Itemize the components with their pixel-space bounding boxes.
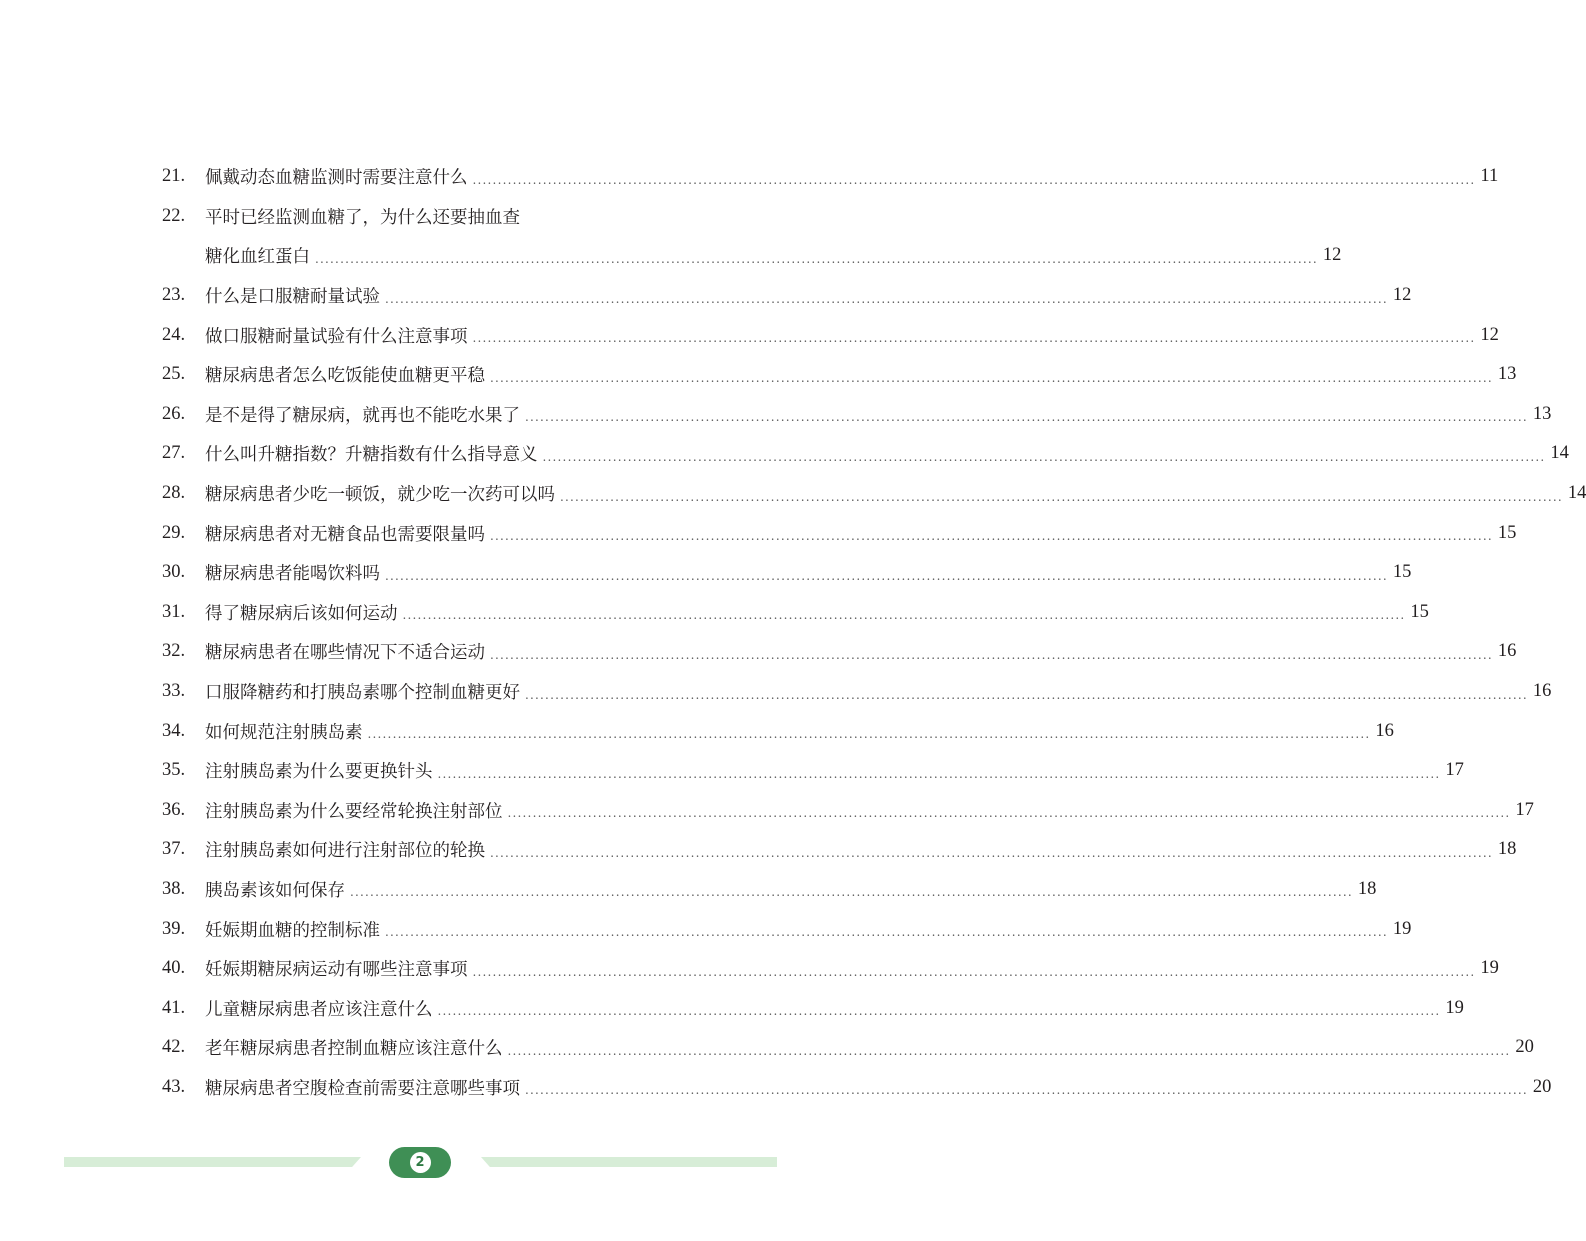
toc-title: 儿童糖尿病患者应该注意什么 xyxy=(205,999,433,1020)
toc-number: 26. xyxy=(162,403,186,424)
leader-dots: ........................................................................................................................................................................................................ xyxy=(490,845,1493,860)
leader-dots: ........................................................................................................................................................................................................ xyxy=(437,766,1441,781)
leader-dots: ........................................................................................................................................................................................................ xyxy=(472,964,1476,979)
toc-entry-continuation[interactable] xyxy=(162,236,1342,276)
toc-number: 23. xyxy=(162,285,186,306)
toc-page: 13 xyxy=(1497,364,1517,385)
toc-page: 18 xyxy=(1497,839,1517,860)
toc-number: 38. xyxy=(162,878,186,899)
toc-page: 15 xyxy=(1410,601,1429,622)
toc-title: 糖尿病患者对无糖食品也需要限量吗 xyxy=(205,524,485,545)
toc-entry[interactable] xyxy=(162,988,1464,1028)
leader-dots: ........................................................................................................................................................................................................ xyxy=(560,489,1563,504)
leader-dots: ........................................................................................................................................................................................................ xyxy=(542,449,1546,464)
toc-title: 糖尿病患者空腹检查前需要注意哪些事项 xyxy=(205,1078,520,1099)
leader-dots: ........................................................................................................................................................................................................ xyxy=(472,172,1476,187)
toc-title: 什么叫升糖指数？升糖指数有什么指导意义 xyxy=(205,445,538,466)
toc-page: 16 xyxy=(1375,720,1394,741)
toc-page: 12 xyxy=(1322,245,1342,266)
toc-entry[interactable] xyxy=(162,711,1394,751)
leader-dots: ........................................................................................................................................................................................................ xyxy=(525,1083,1528,1098)
toc-number: 24. xyxy=(162,324,186,345)
leader-dots: ........................................................................................................................................................................................................ xyxy=(490,370,1493,385)
leader-dots: ........................................................................................................................................................................................................ xyxy=(472,331,1476,346)
toc-title: 佩戴动态血糖监测时需要注意什么 xyxy=(205,168,468,189)
toc-page: 11 xyxy=(1480,166,1499,187)
leader-dots: ........................................................................................................................................................................................................ xyxy=(437,1004,1441,1019)
toc-page: 13 xyxy=(1532,403,1552,424)
leader-dots: ........................................................................................................................................................................................................ xyxy=(385,291,1388,306)
toc-entry[interactable] xyxy=(162,197,739,237)
toc-entry[interactable] xyxy=(162,276,1412,316)
toc-page: 19 xyxy=(1480,958,1499,979)
toc-page: 12 xyxy=(1392,285,1412,306)
toc-page: 15 xyxy=(1497,522,1517,543)
toc-page: 15 xyxy=(1392,562,1412,583)
toc-title: 做口服糖耐量试验有什么注意事项 xyxy=(205,326,468,347)
toc-page: 19 xyxy=(1392,918,1412,939)
leader-dots: ........................................................................................................................................................................................................ xyxy=(385,925,1388,940)
toc-entry[interactable] xyxy=(162,355,1517,395)
leader-dots: ........................................................................................................................................................................................................ xyxy=(490,529,1493,544)
toc-entry[interactable] xyxy=(162,751,1464,791)
toc-title: 妊娠期糖尿病运动有哪些注意事项 xyxy=(205,960,468,981)
toc-entry[interactable] xyxy=(162,593,1429,633)
toc-page: 18 xyxy=(1357,878,1377,899)
toc-title: 糖尿病患者能喝饮料吗 xyxy=(205,564,380,585)
leader-dots: ........................................................................................................................................................................................................ xyxy=(402,608,1406,623)
toc-entry[interactable] xyxy=(162,909,1412,949)
toc-number: 31. xyxy=(162,601,186,622)
toc-title: 得了糖尿病后该如何运动 xyxy=(205,603,398,624)
toc-number: 41. xyxy=(162,997,186,1018)
leader-dots: ........................................................................................................................................................................................................ xyxy=(525,410,1528,425)
leader-dots: ........................................................................................................................................................................................................ xyxy=(315,251,1318,266)
toc-entry[interactable] xyxy=(162,870,1377,910)
toc-entry[interactable] xyxy=(162,830,1517,870)
page-number: 2 xyxy=(410,1152,431,1173)
toc-title: 注射胰岛素如何进行注射部位的轮换 xyxy=(205,841,485,862)
toc-page: 16 xyxy=(1497,641,1517,662)
toc-entry[interactable] xyxy=(162,395,1552,435)
toc-entry[interactable] xyxy=(162,791,1534,831)
toc-number: 30. xyxy=(162,562,186,583)
toc-title: 什么是口服糖耐量试验 xyxy=(205,287,380,308)
toc-title: 胰岛素该如何保存 xyxy=(205,880,345,901)
leader-dots: ........................................................................................................................................................................................................ xyxy=(507,1043,1511,1058)
toc-page: 20 xyxy=(1515,1037,1534,1058)
toc-title: 平时已经监测血糖了，为什么还要抽血查 xyxy=(205,207,520,228)
toc-entry[interactable] xyxy=(162,632,1517,672)
toc-entry[interactable] xyxy=(162,474,1586,514)
toc-page: 12 xyxy=(1480,324,1499,345)
toc-entry[interactable] xyxy=(162,672,1552,712)
toc-page: 17 xyxy=(1445,760,1464,781)
leader-dots: ........................................................................................................................................................................................................ xyxy=(367,727,1371,742)
toc-entry[interactable] xyxy=(162,315,1499,355)
toc-number: 21. xyxy=(162,166,186,187)
toc-number: 43. xyxy=(162,1076,186,1097)
toc-entry[interactable] xyxy=(162,157,1499,197)
toc-entry[interactable] xyxy=(162,513,1517,553)
toc-number: 27. xyxy=(162,443,186,464)
toc-number: 40. xyxy=(162,958,186,979)
toc-number: 32. xyxy=(162,641,186,662)
toc-number: 35. xyxy=(162,760,186,781)
toc-page: 14 xyxy=(1550,443,1569,464)
toc-title: 糖尿病患者少吃一顿饭，就少吃一次药可以吗 xyxy=(205,485,555,506)
leader-dots: ........................................................................................................................................................................................................ xyxy=(385,568,1388,583)
toc-page: 14 xyxy=(1567,483,1586,504)
toc-number: 28. xyxy=(162,483,186,504)
toc-entry[interactable] xyxy=(162,949,1499,989)
toc-title-continuation: 糖化血红蛋白 xyxy=(205,247,310,268)
toc-page: 16 xyxy=(1532,681,1552,702)
toc-title: 注射胰岛素为什么要更换针头 xyxy=(205,762,433,783)
table-of-contents xyxy=(162,157,1586,1107)
footer-bar-right xyxy=(481,1157,777,1167)
toc-number: 34. xyxy=(162,720,186,741)
toc-title: 糖尿病患者怎么吃饭能使血糖更平稳 xyxy=(205,366,485,387)
leader-dots: ........................................................................................................................................................................................................ xyxy=(490,647,1493,662)
toc-title: 糖尿病患者在哪些情况下不适合运动 xyxy=(205,643,485,664)
toc-title: 如何规范注射胰岛素 xyxy=(205,722,363,743)
toc-entry[interactable] xyxy=(162,553,1412,593)
toc-number: 33. xyxy=(162,681,186,702)
toc-title: 是不是得了糖尿病，就再也不能吃水果了 xyxy=(205,405,520,426)
toc-entry[interactable] xyxy=(162,1068,1552,1108)
toc-number: 37. xyxy=(162,839,186,860)
toc-number: 42. xyxy=(162,1037,186,1058)
leader-dots: ........................................................................................................................................................................................................ xyxy=(525,687,1528,702)
toc-title: 注射胰岛素为什么要经常轮换注射部位 xyxy=(205,801,503,822)
toc-title: 口服降糖药和打胰岛素哪个控制血糖更好 xyxy=(205,683,520,704)
leader-dots: ........................................................................................................................................................................................................ xyxy=(350,885,1353,900)
toc-page: 17 xyxy=(1515,799,1534,820)
toc-number: 25. xyxy=(162,364,186,385)
toc-number: 29. xyxy=(162,522,186,543)
leader-dots: ........................................................................................................................................................................................................ xyxy=(507,806,1511,821)
toc-page: 19 xyxy=(1445,997,1464,1018)
toc-title: 老年糖尿病患者控制血糖应该注意什么 xyxy=(205,1039,503,1060)
toc-title: 妊娠期血糖的控制标准 xyxy=(205,920,380,941)
toc-entry[interactable] xyxy=(162,1028,1534,1068)
footer-bar-left xyxy=(64,1157,361,1167)
toc-entry[interactable] xyxy=(162,434,1569,474)
toc-number: 39. xyxy=(162,918,186,939)
toc-number: 22. xyxy=(162,205,186,226)
toc-page: 20 xyxy=(1532,1076,1552,1097)
toc-number: 36. xyxy=(162,799,186,820)
page-number-badge xyxy=(389,1147,451,1178)
